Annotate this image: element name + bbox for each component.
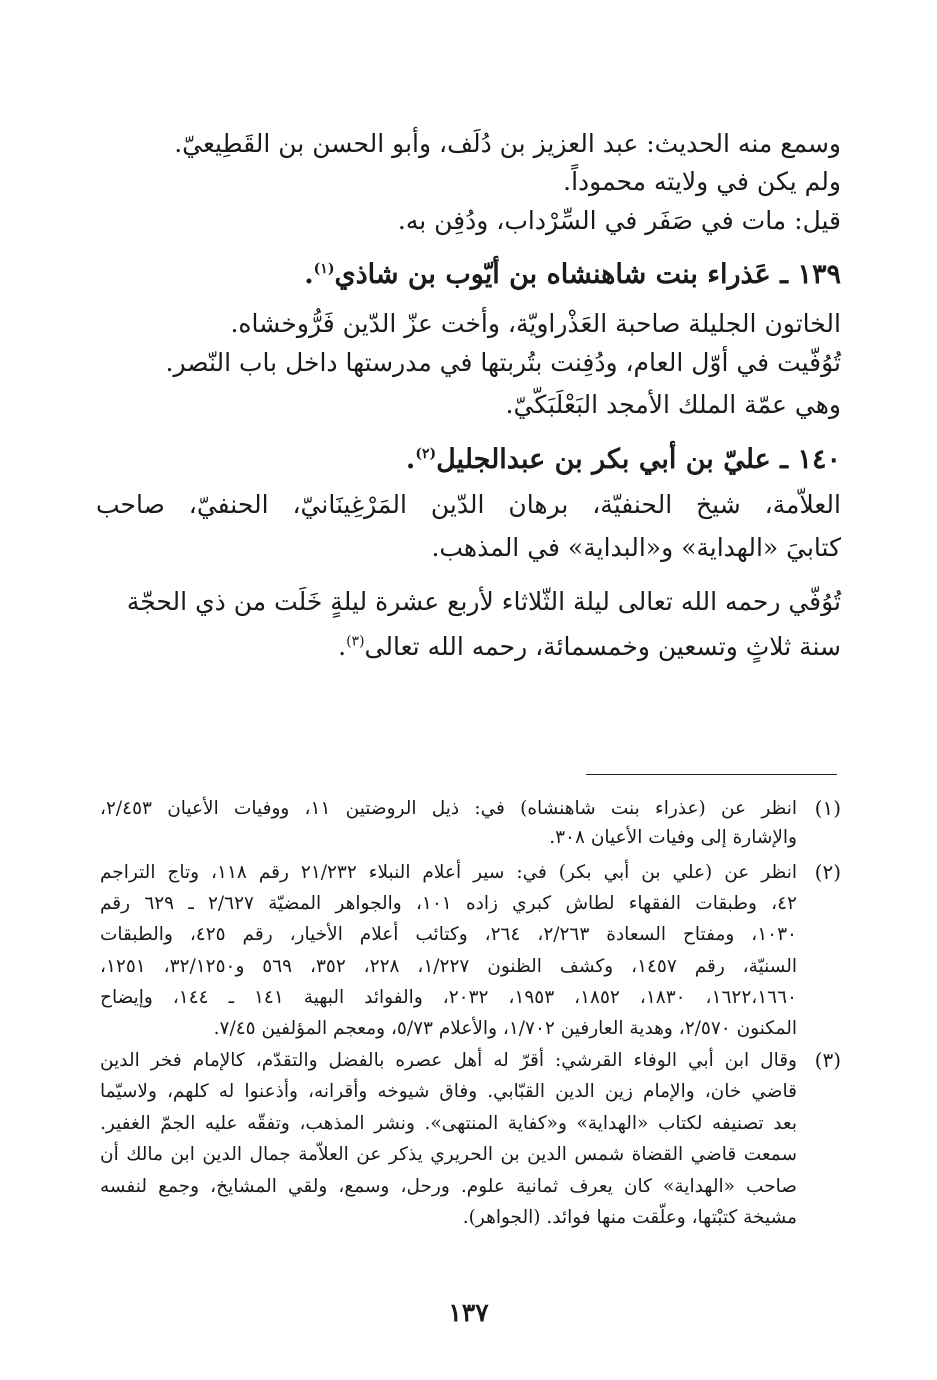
footnote-line: والإشارة إلى وفيات الأعيان ٣٠٨. <box>549 827 797 848</box>
footnote-divider <box>586 774 837 775</box>
footnote-line: مشيخة كتبْتها، وعلّقت منها فوائد. (الجواهر). <box>462 1207 797 1228</box>
text-segment-end: . <box>338 632 347 661</box>
footnote-number: (٣) <box>814 1048 841 1072</box>
text-line: الخاتون الجليلة صاحبة العَذْراويّة، وأخت عزّ الدّين فَرُّوخشاه. <box>230 309 841 338</box>
entry-title: ١٤٠ ـ عليّ بن أبي بكر بن عبدالجليل <box>436 444 841 475</box>
text-line <box>96 629 841 665</box>
text-line: تُوُفّي رحمه الله تعالى ليلة الثّلاثاء لأربع عشرة ليلةٍ خَلَت من ذي الحجّة <box>126 587 841 616</box>
footnote-line: انظر عن (علي بن أبي بكر) في: سير أعلام النبلاء ٢١/٢٣٢ رقم ١١٨، وتاج التراجم <box>100 862 797 883</box>
footnote-line: ٤٢، وطبقات الفقهاء لطاش كبري زاده ١٠١، والجواهر المضيّة ٢/٦٢٧ ـ ٦٢٩ رقم <box>100 893 797 914</box>
footnote-marker: (١) <box>313 261 335 277</box>
footnote-line: السنيّة، رقم ١٤٥٧، وكشف الظنون ١/٢٢٧، ٢٢٨، ٣٥٢، ٥٦٩ و٣٢/١٢٥٠، ١٢٥١، <box>100 956 798 977</box>
page-number: ١٣٧ <box>448 1298 489 1327</box>
text-line: كتابيَ «الهداية» و«البداية» في المذهب. <box>431 533 841 562</box>
entry-heading-139 <box>96 257 841 293</box>
entry-heading-140 <box>96 442 841 478</box>
footnote-line: ١٦٢٢،١٦٦٠، ١٨٣٠، ١٨٥٢، ١٩٥٣، ٢٠٣٢، والفوائد البهية ١٤١ ـ ١٤٤، وإيضاح <box>100 987 797 1008</box>
text-line: قيل: مات في صَفَر في السِّرْداب، ودُفِن به. <box>397 206 841 235</box>
footnote-marker: (٢) <box>415 446 437 462</box>
footnote-marker: (٣) <box>346 633 365 650</box>
footnote-line: سمعت قاضي القضاة شمس الدين بن الحريري يذكر عن العلاّمة جمال الدين ابن مالك أن <box>100 1144 797 1165</box>
text-line: ولم يكن في ولايته محموداً. <box>563 167 841 196</box>
footnote-line: قاضي خان، والإمام زين الدين القبّابي. وفاق شيوخه وأقرانه، وأذعنوا له كلهم، ولاسيّما <box>100 1081 797 1102</box>
text-line: وهي عمّة الملك الأمجد البَعْلَبَكّيّ. <box>505 390 841 419</box>
footnote-number: (٢) <box>814 860 841 884</box>
footnote-line: ١٠٣٠، ومفتاح السعادة ٢/٢٦٣، ٢٦٤، وكتائب أعلام الأخيار، رقم ٤٢٥، والطبقات <box>100 924 797 945</box>
text-line: تُوُفّيت في أوّل العام، ودُفِنت بتُربتها في مدرستها داخل باب النّصر. <box>165 348 841 377</box>
text-line: العلاّمة، شيخ الحنفيّة، برهان الدّين المَرْغِينَانيّ، الحنفيّ، صاحب <box>96 490 841 519</box>
main-text <box>96 0 841 700</box>
footnote-line: انظر عن (عذراء بنت شاهنشاه) في: ذيل الروضتين ١١، ووفيات الأعيان ٢/٤٥٣، <box>100 798 797 819</box>
footnote-line: بعد تصنيفه لكتاب «الهداية» و«كفاية المنتهى». ونشر المذهب، وتفقّه عليه الجمّ الغفير. <box>100 1113 797 1134</box>
footnote-line: المكنون ٢/٥٧٠، وهدية العارفين ١/٧٠٢، والأعلام ٥/٧٣، ومعجم المؤلفين ٧/٤٥. <box>213 1018 797 1039</box>
entry-heading-end: . <box>304 259 314 290</box>
entry-title: ١٣٩ ـ عَذراء بنت شاهنشاه بن أيّوب بن شاذي <box>334 259 841 290</box>
text-segment: سنة ثلاثٍ وتسعين وخمسمائة، رحمه الله تعالى <box>364 632 841 661</box>
footnote-line: وقال ابن أبي الوفاء القرشي: أقرّ له أهل عصره بالفضل والتقدّم، كالإمام فخر الدين <box>100 1050 797 1071</box>
text-line: وسمع منه الحديث: عبد العزيز بن دُلَف، وأبو الحسن بن القَطِيعيّ. <box>174 129 841 158</box>
footnote-line: صاحب «الهداية» كان يعرف ثمانية علوم. ورحل، وسمع، ولقي المشايخ، وجمع لنفسه <box>100 1176 797 1197</box>
entry-heading-end: . <box>405 444 416 475</box>
footnote-number: (١) <box>814 796 841 820</box>
